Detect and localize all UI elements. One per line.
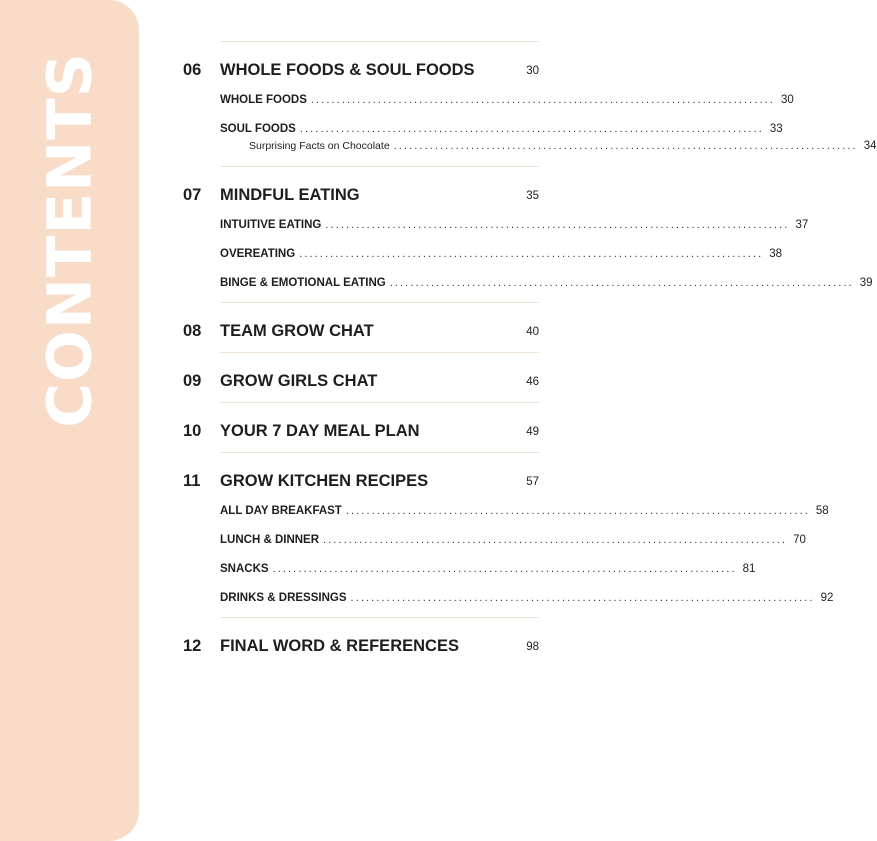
divider-rule (220, 617, 539, 618)
subsection-row (220, 503, 829, 519)
chapter-row (183, 471, 539, 491)
subsection-row-label: SNACKS (220, 563, 269, 575)
subsection-row-page: 37 (795, 219, 809, 231)
subsection-row (220, 532, 806, 548)
subsection-row-label: DRINKS & DRESSINGS (220, 592, 347, 604)
chapter-number: 06 (183, 61, 202, 79)
chapter-page: 49 (526, 426, 539, 438)
chapter-page: 40 (526, 326, 539, 338)
subsection-row-label: LUNCH & DINNER (220, 534, 320, 546)
subsection-row (220, 217, 809, 233)
chapter-row (183, 371, 539, 391)
dot-leader: .......................................................................................... (299, 248, 764, 260)
chapter-page: 35 (526, 190, 539, 202)
chapter-title: TEAM GROW CHAT (220, 322, 374, 340)
chapter-page: 30 (526, 65, 539, 77)
chapter-page: 57 (526, 476, 539, 488)
chapter-number: 09 (183, 372, 202, 390)
divider-rule (220, 41, 539, 42)
subsection-row (220, 561, 756, 577)
chapter-title: WHOLE FOODS & SOUL FOODS (220, 61, 475, 79)
chapter-number: 07 (183, 186, 202, 204)
dot-leader: .......................................................................................... (389, 277, 854, 289)
subsection-row-label: ALL DAY BREAKFAST (220, 505, 342, 517)
chapter-number: 08 (183, 322, 202, 340)
chapter-title: FINAL WORD & REFERENCES (220, 637, 459, 655)
subsection-row-label: WHOLE FOODS (220, 94, 307, 106)
chapter-row (183, 60, 539, 80)
chapter-title: GROW GIRLS CHAT (220, 372, 378, 390)
side-panel (0, 0, 139, 841)
chapter-title: GROW KITCHEN RECIPES (220, 472, 429, 490)
contents-title: CONTENTS (34, 52, 106, 428)
chapter-title: MINDFUL EATING (220, 186, 360, 204)
chapter-page: 98 (526, 641, 539, 653)
chapter-row (183, 185, 539, 205)
sub-subsection-row-label: Surprising Facts on Chocolate (249, 140, 390, 152)
subsection-row-label: INTUITIVE EATING (220, 219, 322, 231)
dot-leader: .......................................................................................... (310, 94, 775, 106)
dot-leader: .......................................................................................... (393, 140, 858, 152)
dot-leader: .......................................................................................... (345, 505, 810, 517)
dot-leader: .......................................................................................... (299, 123, 764, 135)
chapter-title: YOUR 7 DAY MEAL PLAN (220, 422, 420, 440)
chapter-number: 12 (183, 637, 202, 655)
subsection-row-page: 30 (780, 94, 794, 106)
divider-rule (220, 166, 539, 167)
subsection-row-page: 70 (793, 534, 806, 546)
chapter-number: 10 (183, 422, 202, 440)
dot-leader: .......................................................................................... (350, 592, 815, 604)
dot-leader: .......................................................................................... (325, 219, 790, 231)
subsection-row-label: SOUL FOODS (220, 123, 296, 135)
chapter-number: 11 (183, 472, 201, 490)
subsection-row (220, 92, 794, 108)
divider-rule (220, 452, 539, 453)
subsection-row (220, 121, 783, 137)
subsection-row-page: 33 (769, 123, 783, 135)
chapter-row (183, 636, 539, 656)
subsection-row (220, 275, 873, 291)
subsection-row-page: 38 (769, 248, 783, 260)
divider-rule (220, 302, 539, 303)
dot-leader: .......................................................................................... (323, 534, 788, 546)
subsection-row-page: 39 (859, 277, 873, 289)
chapter-row (183, 421, 539, 441)
subsection-row-page: 92 (820, 592, 834, 604)
chapter-row (183, 321, 539, 341)
divider-rule (220, 352, 539, 353)
subsection-row (220, 246, 783, 262)
dot-leader: .......................................................................................... (272, 563, 737, 575)
divider-rule (220, 402, 539, 403)
subsection-row-page: 58 (815, 505, 829, 517)
subsection-row-page: 81 (742, 563, 756, 575)
chapter-page: 46 (526, 376, 539, 388)
sub-subsection-row-page: 34 (863, 140, 877, 152)
subsection-row (220, 590, 834, 606)
subsection-row-label: BINGE & EMOTIONAL EATING (220, 277, 386, 289)
subsection-row-label: OVEREATING (220, 248, 296, 260)
sub-subsection-row (249, 139, 877, 154)
